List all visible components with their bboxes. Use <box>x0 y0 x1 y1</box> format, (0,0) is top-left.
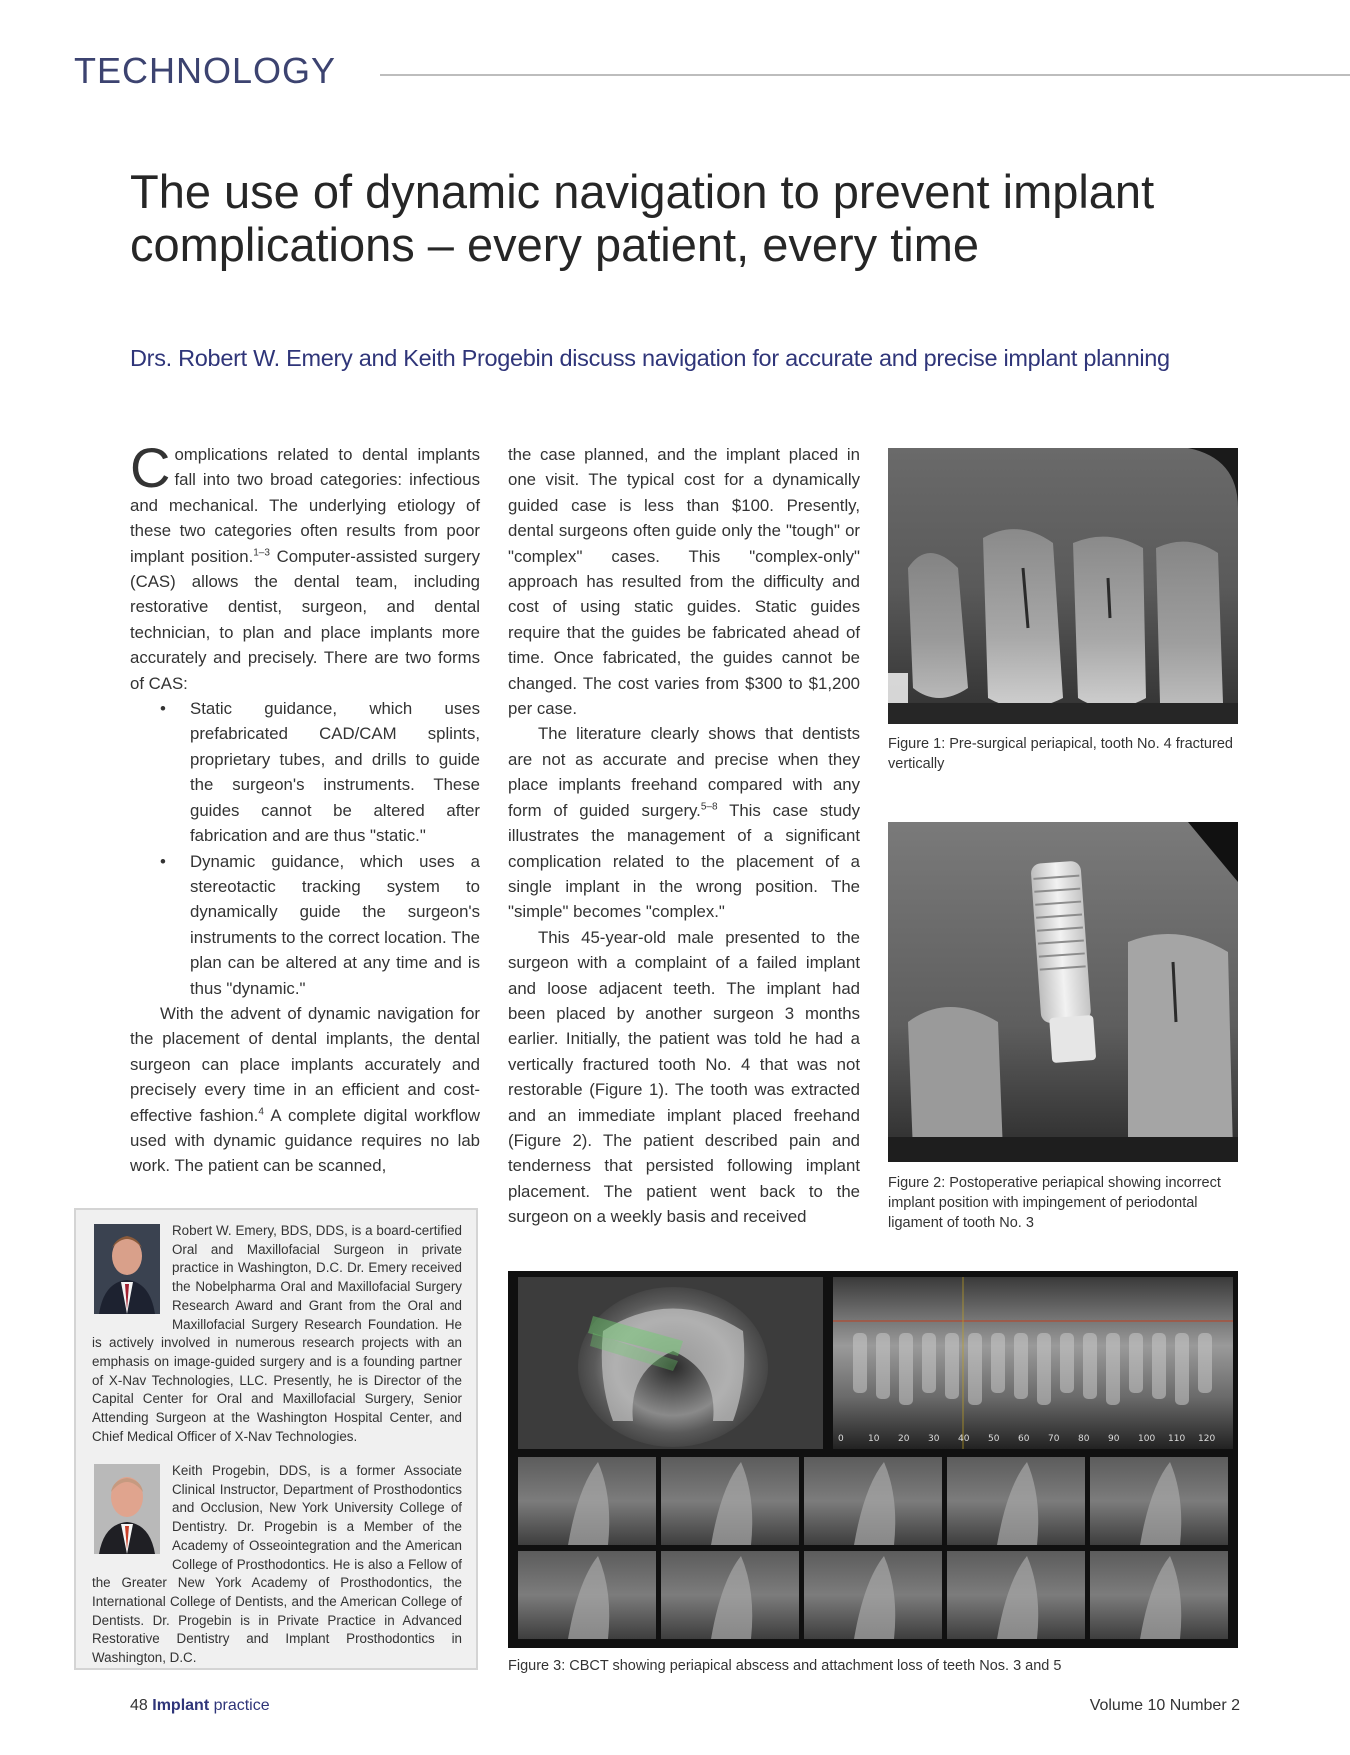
figure-1-caption: Figure 1: Pre-surgical periapical, tooth No. 4 fractured vertically <box>888 736 1233 772</box>
scale-tick-label: 120 <box>1198 1434 1216 1444</box>
scale-tick-label: 110 <box>1168 1434 1186 1444</box>
paragraph: With the advent of dynamic navigation for the placement of dental implants, the dental surgeon can place implants accurately and precisely every time in an efficient and cost-effective fashion. <box>130 1003 480 1125</box>
magazine-brand-light: practice <box>213 1697 270 1714</box>
panoramic-tooth <box>876 1333 890 1399</box>
article-column-2 <box>508 442 860 1230</box>
scale-tick-label: 80 <box>1078 1434 1090 1444</box>
panoramic-tooth <box>1014 1333 1028 1399</box>
figure-1-radiograph <box>888 448 1238 724</box>
scale-tick-label: 100 <box>1138 1434 1156 1444</box>
author-photo-progebin <box>94 1464 160 1554</box>
bio-emery: Robert W. Emery, BDS, DDS, is a board-certified Oral and Maxillofacial Surgeon in private practice in Washington, D.C. Dr. Emery received the Nobelpharma Oral and Maxillofacial Surgery Research Award and Grant from the Oral and Maxillofacial Surgery Research Foundation. He is actively involved in numerous research projects with an emphasis on image-guided surgery and is a founding partner of X-Nav Technologies, LLC. Presently, he is Director of the Capital Center for Oral and Maxillofacial Surgery, Senior Attending Surgeon at the Washington Hospital Center, and Chief Medical Officer of X-Nav Technologies. <box>92 1223 462 1444</box>
paragraph: This 45-year-old male presented to the surgeon with a complaint of a failed implant and loose adjacent teeth. The implant had been placed by another surgeon 3 months earlier. Initially, the patient was told he had a vertically fractured tooth No. 4 that was not restorable (Figure 1). The tooth was extracted and an immediate implant placed freehand (Figure 2). The patient described pain and tenderness that persisted following implant placement. The patient went back to the surgeon on a weekly basis and received <box>508 927 860 1227</box>
footer-page-info <box>130 1697 270 1715</box>
panoramic-tooth <box>1106 1333 1120 1405</box>
scale-tick-label: 90 <box>1108 1434 1120 1444</box>
reference-marker: 1–3 <box>253 547 270 559</box>
list-item: • Dynamic guidance, which uses a stereotactic tracking system to dynamically guide the surgeon's instruments to the correct location. The plan can be altered at any time and is thus "dynamic." <box>190 849 480 1001</box>
reference-marker: 5–8 <box>700 801 718 813</box>
panoramic-tooth <box>968 1333 982 1405</box>
figure-3-cbct <box>508 1271 1238 1648</box>
panoramic-tooth <box>945 1333 959 1399</box>
footer-volume: Volume 10 Number 2 <box>1089 1697 1240 1714</box>
section-label: TECHNOLOGY <box>74 50 337 91</box>
panoramic-tooth <box>1060 1333 1074 1393</box>
author-photo-emery <box>94 1224 160 1314</box>
bullet-icon: • <box>160 851 166 871</box>
bio-progebin: Keith Progebin, DDS, is a former Associate Clinical Instructor, Department of Prosthodontics and Occlusion, New York University College of Dentistry. Dr. Progebin is a Member of the Academy of Osseointegration and the American College of Prosthodontics. He is also a Fellow of the Greater New York Academy of Prosthodontics, the International College of Dentists, and the American College of Dentists. Dr. Progebin is in Private Practice in Advanced Restorative Dentistry and Implant Prosthodontics in Washington, D.C. <box>92 1463 462 1666</box>
panoramic-tooth <box>1037 1333 1051 1405</box>
panoramic-tooth <box>1198 1333 1212 1393</box>
figure-3-caption: Figure 3: CBCT showing periapical abscess and attachment loss of teeth Nos. 3 and 5 <box>508 1658 1062 1674</box>
panoramic-tooth <box>1175 1333 1189 1405</box>
scale-tick-label: 20 <box>898 1434 910 1444</box>
scale-tick-label: 60 <box>1018 1434 1030 1444</box>
article-title: The use of dynamic navigation to prevent implant complications – every patient, every time <box>130 165 1155 271</box>
panoramic-tooth <box>853 1333 867 1393</box>
scale-tick-label: 10 <box>868 1434 880 1444</box>
panoramic-tooth <box>1083 1333 1097 1399</box>
article-column-1 <box>130 436 480 1179</box>
page-number: 48 <box>130 1697 148 1714</box>
paragraph-continued: This case study illustrates the management of a significant complication related to the placement of a single implant in the wrong position. The "simple" becomes "complex." <box>508 800 860 922</box>
panoramic-tooth <box>1129 1333 1143 1393</box>
cas-forms-list <box>130 696 480 1001</box>
reference-marker: 4 <box>258 1105 264 1117</box>
paragraph-continued: A complete digital workflow used with dynamic guidance requires no lab work. The patient can be scanned, <box>130 1105 480 1176</box>
panoramic-tooth <box>922 1333 936 1393</box>
scale-tick-label: 0 <box>838 1434 844 1444</box>
author-bio-box <box>74 1208 478 1670</box>
panoramic-tooth <box>991 1333 1005 1393</box>
paragraph-continued: Computer-assisted surgery (CAS) allows the dental team, including restorative dentist, surgeon, and dental technician, to plan and place implants more accurately and precisely. There are two forms of CAS: <box>130 546 480 693</box>
scale-tick-label: 50 <box>988 1434 1000 1444</box>
list-item: • Static guidance, which uses prefabricated CAD/CAM splints, proprietary tubes, and drills to guide the surgeon's instruments. These guides cannot be altered after fabrication and are thus "static." <box>190 696 480 848</box>
paragraph: the case planned, and the implant placed in one visit. The typical cost for a dynamically guided case is less than $100. Presently, dental surgeons often guide only the "tough" or "complex" cases. This "complex-only" approach has resulted from the difficulty and cost of using static guides. Static guides require that the guides be fabricated ahead of time. Once fabricated, the guides cannot be changed. The cost varies from $300 to $1,200 per case. <box>508 445 860 719</box>
drop-cap: C <box>130 436 171 499</box>
panoramic-tooth <box>899 1333 913 1405</box>
scale-tick-label: 40 <box>958 1434 970 1444</box>
section-divider <box>380 74 1350 76</box>
figure-2-radiograph <box>888 822 1238 1162</box>
figure-2-caption: Figure 2: Postoperative periapical showing incorrect implant position with impingement of periodontal ligament of tooth No. 3 <box>888 1175 1221 1231</box>
scale-tick-label: 30 <box>928 1434 940 1444</box>
magazine-brand: Implant <box>152 1697 210 1714</box>
bullet-icon: • <box>160 699 166 719</box>
paragraph: omplications related to dental implants fall into two broad categories: infectious and mechanical. The underlying etiology of these two categories often results from poor implant position. <box>130 445 480 566</box>
scale-tick-label: 70 <box>1048 1434 1060 1444</box>
panoramic-tooth <box>1152 1333 1166 1399</box>
paragraph: The literature clearly shows that dentists are not as accurate and precise when they place implants freehand compared with any form of guided surgery. <box>508 724 860 820</box>
article-subtitle: Drs. Robert W. Emery and Keith Progebin discuss navigation for accurate and precise implant planning <box>130 345 1170 371</box>
